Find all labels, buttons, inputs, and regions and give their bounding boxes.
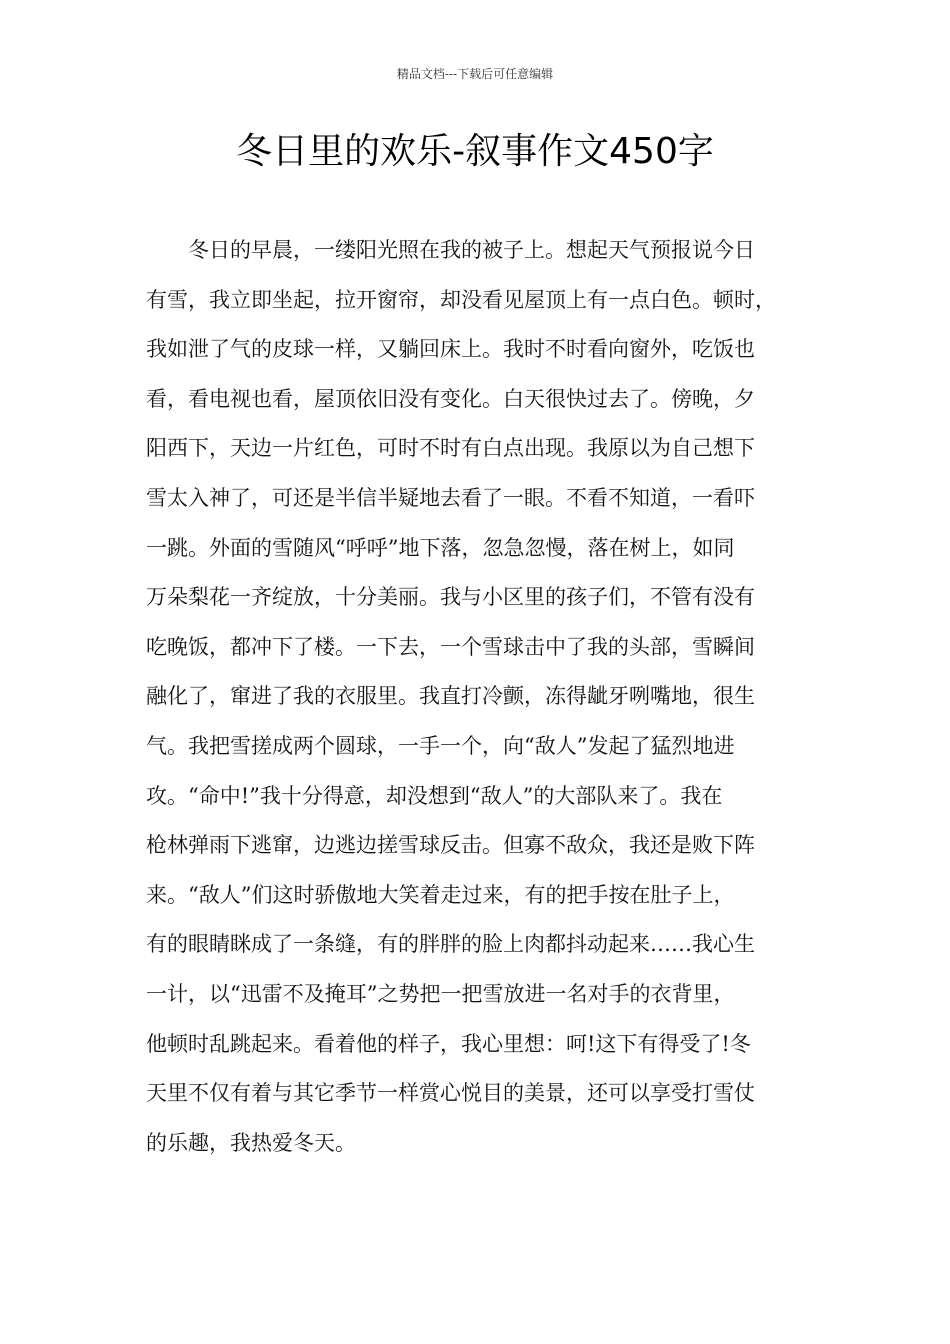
essay-line: 枪林弹雨下逃窜，边逃边搓雪球反击。但寡不敌众，我还是败下阵 [146,833,755,858]
essay-line: 看，看电视也看，屋顶依旧没有变化。白天很快过去了。傍晚，夕 [146,386,755,411]
essay-line: 我如泄了气的皮球一样，又躺回床上。我时不时看向窗外，吃饭也 [146,337,755,362]
essay-line: 吃晚饭，都冲下了楼。一下去，一个雪球击中了我的头部，雪瞬间 [146,634,755,659]
essay-line: 来。“敌人”们这时骄傲地大笑着走过来，有的把手按在肚子上， [146,882,735,907]
essay-line: 冬日的早晨，一缕阳光照在我的被子上。想起天气预报说今日 [188,238,755,262]
essay-line: 的乐趣，我热爱冬天。 [146,1130,356,1155]
essay-line: 他顿时乱跳起来。看着他的样子，我心里想：呵!这下有得受了!冬 [146,1031,751,1056]
essay-line: 有的眼睛眯成了一条缝，有的胖胖的脸上肉都抖动起来……我心生 [146,932,755,957]
essay-line: 融化了，窜进了我的衣服里。我直打冷颤，冻得龇牙咧嘴地，很生 [146,684,755,709]
essay-line: 一跳。外面的雪随风“呼呼”地下落，忽急忽慢，落在树上，如同 [146,535,735,560]
essay-body [146,226,810,1168]
page-header: 精品文档---下载后可任意编辑 [396,67,554,81]
essay-line: 天里不仅有着与其它季节一样赏心悦目的美景，还可以享受打雪仗 [146,1081,755,1106]
essay-line: 气。我把雪搓成两个圆球，一手一个，向“敌人”发起了猛烈地进 [146,733,735,758]
essay-line: 一计，以“迅雷不及掩耳”之势把一把雪放进一名对手的衣背里， [146,981,735,1006]
document-title: 冬日里的欢乐-叙事作文450字 [236,131,714,172]
essay-line: 万朵梨花一齐绽放，十分美丽。我与小区里的孩子们，不管有没有 [146,585,755,610]
essay-line: 有雪，我立即坐起，拉开窗帘，却没看见屋顶上有一点白色。顿时， [146,287,776,312]
essay-line: 雪太入神了，可还是半信半疑地去看了一眼。不看不知道，一看吓 [146,485,755,510]
essay-line: 阳西下，天边一片红色，可时不时有白点出现。我原以为自己想下 [146,436,755,461]
essay-line: 攻。“命中!”我十分得意，却没想到“敌人”的大部队来了。我在 [146,783,723,808]
